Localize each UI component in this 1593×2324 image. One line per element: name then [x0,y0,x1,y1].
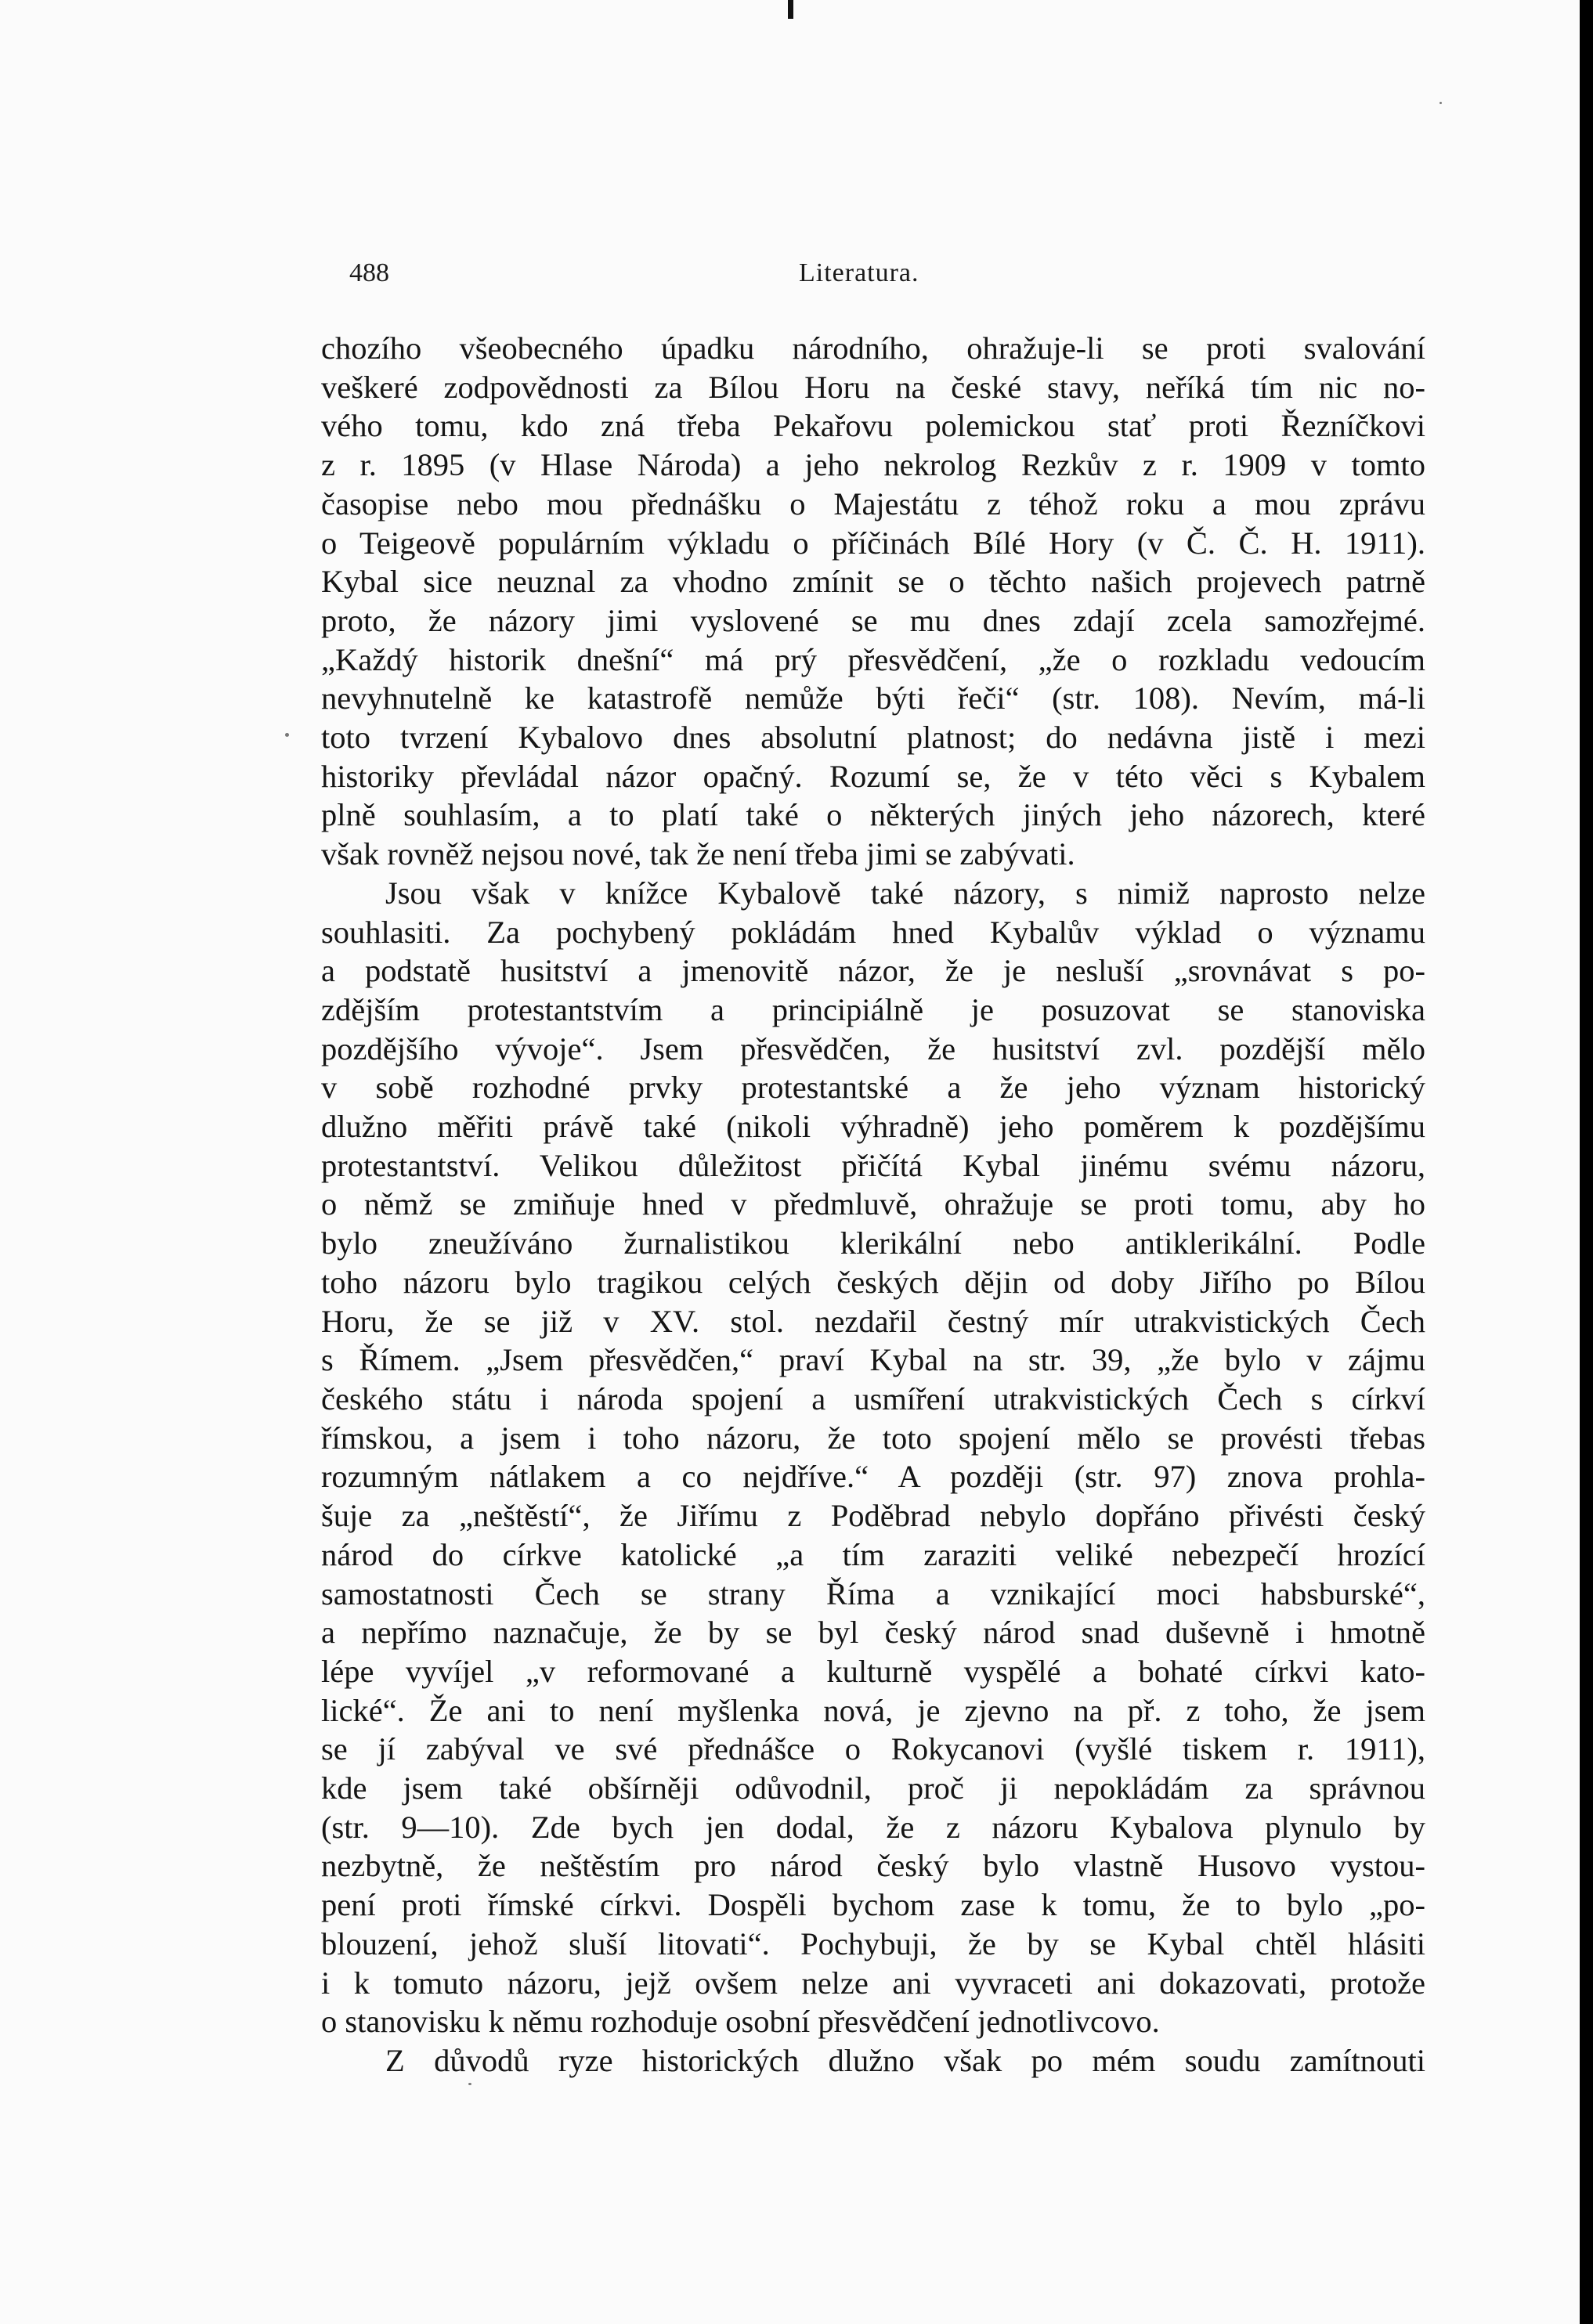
text-line: Horu, že se již v XV. stol. nezdařil čestný mír utrakvistických Čech [321,1303,1425,1339]
text-line: národ do církve katolické „a tím zaraziti veliké nebezpečí hrozící [321,1536,1425,1572]
text-line: protestantství. Velikou důležitost přičítá Kybal jinému svému názoru, [321,1147,1425,1183]
scan-speck [1439,102,1442,104]
text-line: veškeré zodpovědnosti za Bílou Horu na české stavy, neříká tím nic no- [321,369,1425,405]
page-number: 488 [349,258,389,287]
text-line: z r. 1895 (v Hlase Národa) a jeho nekrolog Rezkův z r. 1909 v tomto [321,447,1425,483]
text-line: toto tvrzení Kybalovo dnes absolutní platnost; do nedávna jistě i mezi [321,720,1425,756]
text-line: plně souhlasím, a to platí také o některých jiných jeho názorech, které [321,797,1425,833]
text-line: kde jsem také obšírněji odůvodnil, proč ji nepokládám za správnou [321,1770,1425,1806]
text-line: zdějším protestantstvím a principiálně je posuzovat se stanoviska [321,991,1425,1027]
text-line: časopise nebo mou přednášku o Majestátu z téhož roku a mou zprávu [321,485,1425,521]
scan-binding-mark [788,0,793,19]
text-line: českého státu i národa spojení a usmíření utrakvistických Čech s církví [321,1380,1425,1416]
text-line: chozího všeobecného úpadku národního, ohražuje-li se proti svalování [321,330,1425,366]
text-line: se jí zabýval ve své přednášce o Rokycanovi (vyšlé tiskem r. 1911), [321,1731,1425,1767]
text-line: vého tomu, kdo zná třeba Pekařovu polemickou stať proti Řezníčkovi [321,408,1425,444]
text-line: samostatnosti Čech se strany Říma a vznikající moci habsburské“, [321,1575,1425,1611]
body-text [321,329,1425,2080]
page-header [321,258,1425,294]
text-line: nevyhnutelně ke katastrofě nemůže býti řeči“ (str. 108). Nevím, má-li [321,680,1425,716]
text-line: nezbytně, že neštěstím pro národ český bylo vlastně Husovo vystou- [321,1848,1425,1884]
text-line: lépe vyvíjel „v reformované a kulturně vyspělé a bohaté církvi kato- [321,1653,1425,1689]
text-line: (str. 9—10). Zde bych jen dodal, že z názoru Kybalova plynulo by [321,1809,1425,1845]
text-line: blouzení, jehož sluší litovati“. Pochybuji, že by se Kybal chtěl hlásiti [321,1925,1425,1961]
scan-speck [285,733,289,737]
text-line: souhlasiti. Za pochybený pokládám hned Kybalův výklad o významu [321,914,1425,950]
text-line: a nepřímo naznačuje, že by se byl český národ snad duševně i hmotně [321,1615,1425,1651]
text-line-paragraph-end: však rovněž nejsou nové, tak že není třeba jimi se zabývati. [321,836,1075,872]
text-line: „Každý historik dnešní“ má prý přesvědčení, „že o rozkladu vedoucím [321,641,1425,677]
running-title: Literatura. [799,258,919,287]
text-line: Kybal sice neuznal za vhodno zmínit se o těchto našich projevech patrně [321,564,1425,600]
text-line: bylo zneužíváno žurnalistikou klerikální nebo antiklerikální. Podle [321,1225,1425,1261]
text-line: a podstatě husitství a jmenovitě názor, že je nesluší „srovnávat s po- [321,953,1425,989]
text-line: dlužno měřiti právě také (nikoli výhradně) jeho poměrem k pozdějšímu [321,1109,1425,1145]
text-line: pení proti římské církvi. Dospěli bychom zase k tomu, že to bylo „po- [321,1887,1425,1923]
text-line: proto, že názory jimi vyslovené se mu dnes zdají zcela samozřejmé. [321,602,1425,638]
text-line-paragraph-start: Z důvodů ryze historických dlužno však po mém soudu zamítnouti [385,2042,1425,2078]
text-line-paragraph-end: o stanovisku k němu rozhoduje osobní přesvědčení jednotlivcovo. [321,2004,1160,2040]
scan-speck [468,2083,471,2085]
text-line: s Římem. „Jsem přesvědčen,“ praví Kybal na str. 39, „že bylo v zájmu [321,1342,1425,1378]
text-line: o němž se zmiňuje hned v předmluvě, ohražuje se proti tomu, aby ho [321,1186,1425,1222]
text-line: v sobě rozhodné prvky protestantské a že jeho význam historický [321,1070,1425,1106]
text-line: rozumným nátlakem a co nejdříve.“ A později (str. 97) znova prohla- [321,1459,1425,1495]
text-line: i k tomuto názoru, jejž ovšem nelze ani vyvraceti ani dokazovati, protože [321,1965,1425,2001]
text-line: lické“. Že ani to není myšlenka nová, je zjevno na př. z toho, že jsem [321,1692,1425,1728]
text-line: toho názoru bylo tragikou celých českých dějin od doby Jiřího po Bílou [321,1264,1425,1300]
text-line: římskou, a jsem i toho názoru, že toto spojení mělo se provésti třebas [321,1420,1425,1456]
text-line: šuje za „neštěstí“, že Jiřímu z Poděbrad nebylo dopřáno přivésti český [321,1498,1425,1534]
text-line: o Teigeově populárním výkladu o příčinách Bílé Hory (v Č. Č. H. 1911). [321,525,1425,561]
text-line: pozdějšího vývoje“. Jsem přesvědčen, že husitství zvl. pozdější mělo [321,1030,1425,1066]
text-line: historiky převládal názor opačný. Rozumí se, že v této věci s Kybalem [321,758,1425,794]
text-line-paragraph-start: Jsou však v knížce Kybalově také názory, s nimiž naprosto nelze [385,875,1425,911]
